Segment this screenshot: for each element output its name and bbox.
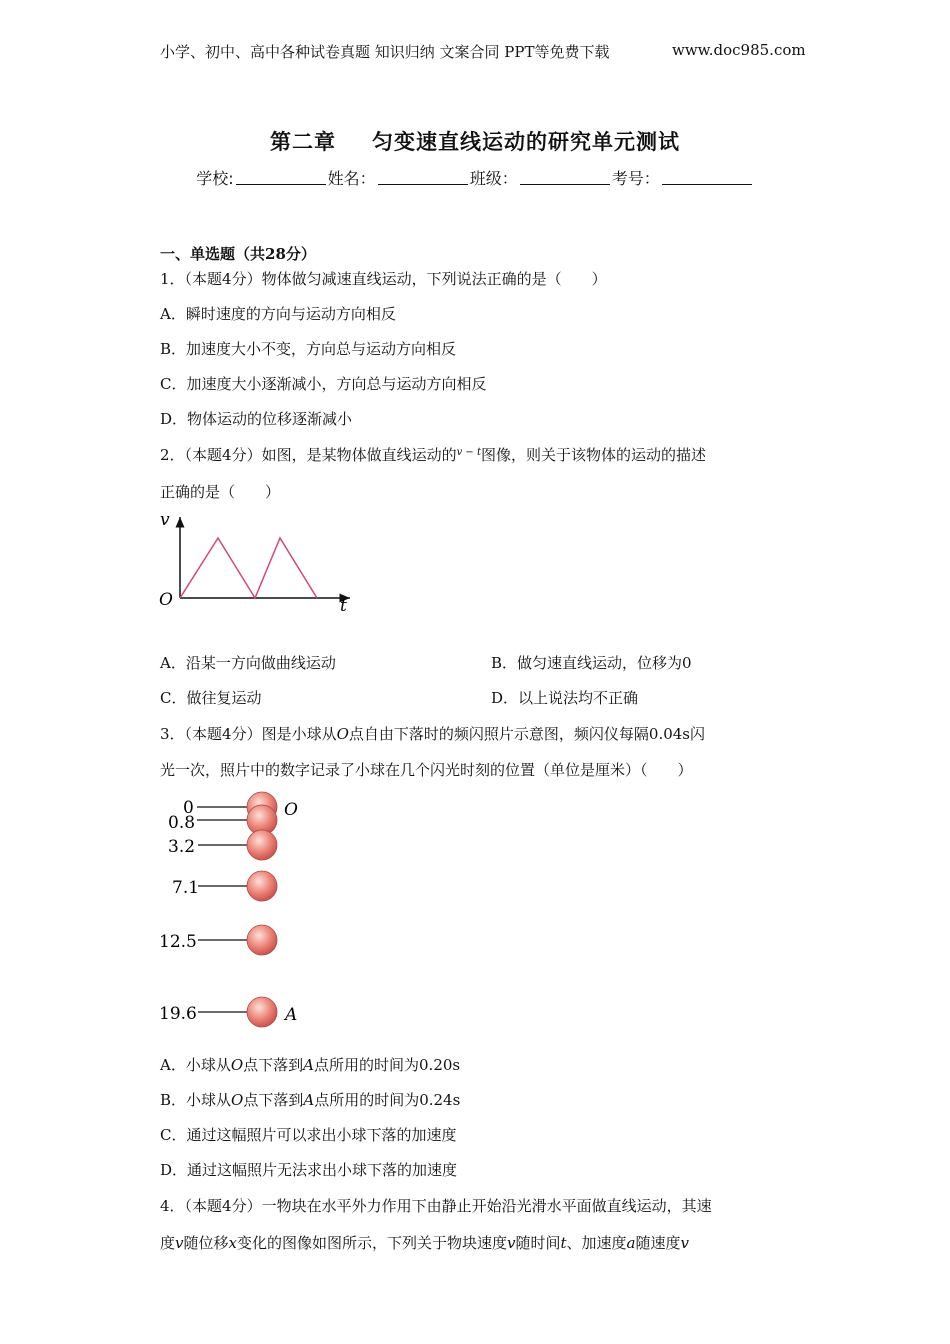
position-label: 0: [183, 798, 194, 818]
ball: [247, 830, 277, 860]
ball: [247, 997, 277, 1027]
point-o-label: O: [284, 800, 298, 820]
position-label: 0.8: [168, 813, 196, 833]
q1-option-b: B．加速度大小不变，方向总与运动方向相反: [160, 340, 457, 358]
q2-option-b: B．做匀速直线运动，位移为0: [491, 654, 692, 672]
q3-stem-line2: 光一次，照片中的数字记录了小球在几个闪光时刻的位置（单位是厘米）（ ）: [160, 761, 693, 779]
header-url: www.doc985.com: [672, 41, 806, 59]
q2-option-c: C．做往复运动: [160, 689, 262, 707]
q3-option-d: D．通过这幅照片无法求出小球下落的加速度: [160, 1161, 458, 1179]
ball: [247, 925, 277, 955]
t-axis-label: t: [340, 596, 347, 615]
vt-curve: [180, 538, 317, 598]
q3-option-c: C．通过这幅照片可以求出小球下落的加速度: [160, 1126, 457, 1144]
student-info-fields: [0, 166, 950, 189]
page-title: [0, 126, 950, 156]
vt-symbol: v − t: [456, 447, 481, 458]
position-label: 12.5: [159, 932, 197, 952]
q4-stem-line2: 度v随位移x变化的图像如图所示，下列关于物块速度v随时间t、加速度a随速度v: [160, 1234, 689, 1252]
q2-option-a: A．沿某一方向做曲线运动: [160, 654, 336, 672]
q1-option-d: D．物体运动的位移逐渐减小: [160, 410, 353, 428]
q2-stem-line2: 正确的是（ ）: [160, 483, 281, 501]
strobe-diagram: [155, 788, 315, 1033]
q3-stem: 3．（本题4分）图是小球从O点自由下落时的频闪照片示意图，频闪仪每隔0.04s闪: [160, 725, 706, 743]
header-text: 小学、初中、高中各种试卷真题 知识归纳 文案合同 PPT等免费下载: [160, 43, 610, 61]
school-blank[interactable]: [236, 169, 326, 185]
name-label: 姓名：: [327, 169, 376, 188]
q1-option-a: A．瞬时速度的方向与运动方向相反: [160, 305, 396, 323]
position-label: 7.1: [172, 878, 200, 898]
name-blank[interactable]: [378, 169, 468, 185]
number-blank[interactable]: [662, 169, 752, 185]
q3-option-a: A．小球从O点下落到A点所用的时间为0.20s: [160, 1056, 461, 1074]
q4-stem: 4．（本题4分）一物块在水平外力作用下由静止开始沿光滑水平面做直线运动，其速: [160, 1197, 712, 1215]
origin-label: O: [159, 590, 173, 610]
class-label: 班级：: [469, 169, 518, 188]
class-blank[interactable]: [520, 169, 610, 185]
vt-graph: [155, 505, 360, 615]
q2-stem: 2．（本题4分）如图，是某物体做直线运动的$^{v - t}$图像，则关于该物体的运动的描述: [160, 446, 707, 464]
school-label: 学校:: [196, 169, 234, 188]
position-label: 3.2: [168, 837, 196, 857]
position-label: 19.6: [159, 1004, 197, 1024]
q3-option-b: B．小球从O点下落到A点所用的时间为0.24s: [160, 1091, 461, 1109]
title-chapter: 第二章: [270, 129, 336, 154]
q1-stem: 1．（本题4分）物体做匀减速直线运动，下列说法正确的是（ ）: [160, 270, 607, 288]
q2-option-d: D．以上说法均不正确: [491, 689, 639, 707]
ball: [247, 871, 277, 901]
point-a-label: A: [285, 1005, 298, 1025]
number-label: 考号：: [611, 169, 660, 188]
q1-option-c: C．加速度大小逐渐减小，方向总与运动方向相反: [160, 375, 487, 393]
v-axis-label: v: [160, 510, 170, 530]
section-heading: 一、单选题（共28分）: [160, 245, 316, 263]
title-name: 匀变速直线运动的研究单元测试: [372, 129, 680, 154]
